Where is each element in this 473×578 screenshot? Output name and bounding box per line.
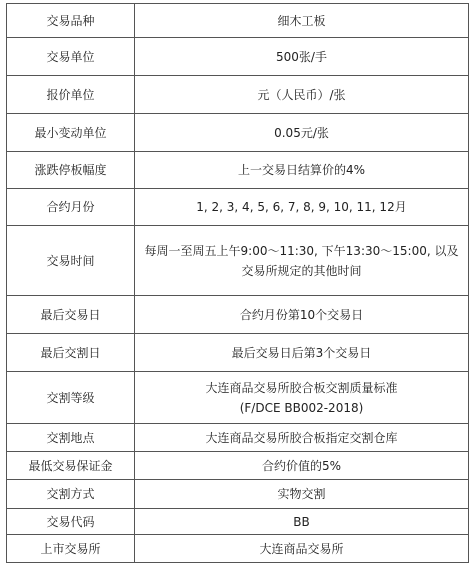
row-value: 合约价值的5%	[135, 452, 469, 480]
row-value: 最后交易日后第3个交易日	[135, 334, 469, 372]
row-value: 细木工板	[135, 4, 469, 38]
row-label: 最低交易保证金	[7, 452, 135, 480]
row-value: BB	[135, 509, 469, 535]
row-value: 实物交割	[135, 480, 469, 509]
table-row	[7, 509, 469, 535]
table-row	[7, 4, 469, 38]
row-label: 最后交易日	[7, 296, 135, 334]
table-row	[7, 334, 469, 372]
row-label: 交易时间	[7, 226, 135, 296]
row-value: 1, 2, 3, 4, 5, 6, 7, 8, 9, 10, 11, 12月	[135, 189, 469, 226]
row-value: 元（人民币）/张	[135, 76, 469, 114]
row-label: 交易品种	[7, 4, 135, 38]
table-row	[7, 372, 469, 424]
table-row	[7, 76, 469, 114]
row-label: 涨跌停板幅度	[7, 152, 135, 189]
row-value: 大连商品交易所胶合板交割质量标准 (F/DCE BB002-2018)	[135, 372, 469, 424]
row-label: 最后交割日	[7, 334, 135, 372]
row-label: 最小变动单位	[7, 114, 135, 152]
row-label: 交易单位	[7, 38, 135, 76]
row-label: 交割等级	[7, 372, 135, 424]
table-row	[7, 226, 469, 296]
row-value: 0.05元/张	[135, 114, 469, 152]
table-row	[7, 189, 469, 226]
row-label: 上市交易所	[7, 535, 135, 563]
row-value: 500张/手	[135, 38, 469, 76]
row-value: 上一交易日结算价的4%	[135, 152, 469, 189]
contract-spec-table	[6, 3, 469, 563]
table-row	[7, 535, 469, 563]
row-label: 交割方式	[7, 480, 135, 509]
table-row	[7, 152, 469, 189]
row-value: 每周一至周五上午9:00～11:30, 下午13:30～15:00, 以及 交易所规定的其他时间	[135, 226, 469, 296]
table-row	[7, 424, 469, 452]
row-label: 报价单位	[7, 76, 135, 114]
contract-spec-container	[6, 3, 469, 563]
row-label: 交割地点	[7, 424, 135, 452]
row-label: 合约月份	[7, 189, 135, 226]
table-row	[7, 480, 469, 509]
table-row	[7, 296, 469, 334]
table-row	[7, 38, 469, 76]
row-value: 大连商品交易所	[135, 535, 469, 563]
table-row	[7, 452, 469, 480]
row-label: 交易代码	[7, 509, 135, 535]
row-value: 大连商品交易所胶合板指定交割仓库	[135, 424, 469, 452]
row-value: 合约月份第10个交易日	[135, 296, 469, 334]
table-row	[7, 114, 469, 152]
